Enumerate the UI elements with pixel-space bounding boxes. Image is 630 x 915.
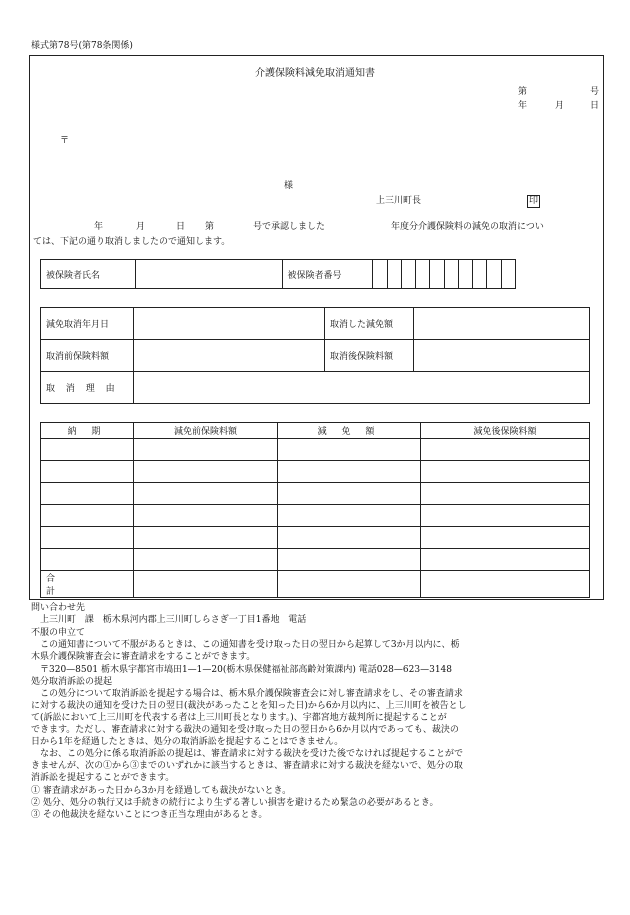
cell[interactable] (134, 527, 278, 549)
table-row (41, 505, 590, 527)
seal-mark: 印 (528, 196, 538, 206)
cell[interactable] (41, 439, 134, 461)
reason-label: 取 消 理 由 (41, 372, 134, 404)
addressee-suffix: 様 (284, 181, 294, 191)
cell[interactable] (278, 527, 421, 549)
table-row (41, 483, 590, 505)
cell[interactable] (41, 483, 134, 505)
lawsuit-line: なお、この処分に係る取消訴訟の提起は、審査請求に対する裁決を受けた後でなければ提起することがで (40, 749, 464, 759)
exception-item: ② 処分、処分の執行又は手続きの続行により生ずる著しい損害を避けるため緊急の必要があるとき。 (31, 798, 439, 808)
cell[interactable] (421, 527, 590, 549)
table-row (41, 549, 590, 571)
cell[interactable] (278, 505, 421, 527)
cell[interactable] (421, 505, 590, 527)
cell[interactable] (134, 439, 278, 461)
after-premium-field[interactable] (414, 340, 590, 372)
insured-number-digit[interactable] (473, 260, 487, 289)
table-row (41, 527, 590, 549)
cell[interactable] (134, 549, 278, 571)
cell[interactable] (134, 505, 278, 527)
header-premium-after: 減免後保険料額 (421, 423, 590, 439)
exception-item: ① 審査請求があった日から3か月を経過しても裁決がないとき。 (31, 786, 292, 796)
insured-number-digit[interactable] (416, 260, 430, 289)
appeal-line: この通知書について不服があるときは、この通知書を受け取った日の翌日から起算して3か月以内に、栃 (40, 640, 460, 650)
contact-heading: 問い合わせ先 (31, 603, 86, 613)
intro-day: 日 (176, 222, 186, 232)
form-number-label: 様式第78号(第78条関係) (31, 41, 133, 51)
intro-approved-text: 号で承認しました (253, 222, 326, 232)
lawsuit-line: きませんが、次の①から③までのいずれかに該当するときは、審査請求に対する裁決を経ないで、処分の取 (31, 761, 463, 771)
reason-field[interactable] (134, 372, 590, 404)
lawsuit-line: て(訴訟において上三川町を代表する者は上三川町長となります。)、宇都宮地方裁判所に提起することが (31, 713, 447, 723)
lawsuit-heading: 処分取消訴訟の提起 (31, 677, 113, 687)
cell[interactable] (134, 461, 278, 483)
cell[interactable] (278, 461, 421, 483)
insured-number-digit[interactable] (487, 260, 501, 289)
insured-number-digit[interactable] (387, 260, 401, 289)
total-reduction[interactable] (278, 571, 421, 598)
exception-item: ③ その他裁決を経ないことにつき正当な理由があるとき。 (31, 810, 268, 820)
before-premium-field[interactable] (134, 340, 325, 372)
insured-number-digit[interactable] (401, 260, 415, 289)
appeal-address: 〒320—8501 栃木県宇都宮市塙田1—1—20(栃木県保健福祉部高齢対策課内) 電話028—623—3148 (40, 665, 452, 675)
insured-number-digit[interactable] (373, 260, 387, 289)
header-due-date: 納 期 (41, 423, 134, 439)
cell[interactable] (41, 461, 134, 483)
cell[interactable] (278, 549, 421, 571)
cell[interactable] (278, 439, 421, 461)
intro-line-2: ては、下記の通り取消しましたので通知します。 (33, 237, 231, 247)
before-premium-label: 取消前保険料額 (41, 340, 134, 372)
issuer-name: 上三川町長 (376, 196, 422, 206)
insured-name-label: 被保険者氏名 (41, 260, 136, 289)
intro-month: 月 (136, 222, 146, 232)
cell[interactable] (421, 549, 590, 571)
insured-number-digit[interactable] (501, 260, 515, 289)
lawsuit-line: できます。ただし、審査請求に対する裁決の通知を受け取った日の翌日から6か月以内であっても、裁決の (31, 725, 459, 735)
header-reduction: 減 免 額 (278, 423, 421, 439)
insured-number-digit[interactable] (458, 260, 472, 289)
insured-table (40, 259, 516, 289)
lawsuit-line: この処分について取消訴訟を提起する場合は、栃木県介護保険審査会に対し審査請求をし、その審査請求 (40, 689, 463, 699)
cell[interactable] (278, 483, 421, 505)
cancelled-amount-field[interactable] (414, 308, 590, 340)
details-table (40, 307, 590, 404)
postal-mark: 〒 (60, 136, 70, 146)
contact-line: 上三川町 課 栃木県河内郡上三川町しらさぎ一丁目1番地 電話 (40, 615, 307, 625)
payment-table (40, 422, 590, 598)
issue-date-day: 日 (590, 101, 600, 111)
total-label: 合 計 (41, 571, 134, 598)
header-premium-before: 減免前保険料額 (134, 423, 278, 439)
insured-name-field[interactable] (135, 260, 282, 289)
table-row (41, 439, 590, 461)
insured-number-digit[interactable] (444, 260, 458, 289)
table-row (41, 461, 590, 483)
cell[interactable] (41, 549, 134, 571)
document-title: 介護保険料減免取消通知書 (255, 68, 375, 79)
issue-date-year: 年 (518, 101, 528, 111)
cell[interactable] (41, 527, 134, 549)
after-premium-label: 取消後保険料額 (325, 340, 414, 372)
cancel-date-label: 減免取消年月日 (41, 308, 134, 340)
total-premium-after[interactable] (421, 571, 590, 598)
cancelled-amount-label: 取消した減免額 (325, 308, 414, 340)
issue-date-month: 月 (555, 101, 565, 111)
lawsuit-line: 消訴訟を提起することができます。 (31, 773, 175, 783)
number-suffix: 号 (590, 87, 600, 97)
intro-number-label: 第 (205, 222, 215, 232)
lawsuit-line: 日から1年を経過したときは、処分の取消訴訟を提起することはできません。 (31, 737, 344, 747)
cell[interactable] (41, 505, 134, 527)
cell[interactable] (421, 439, 590, 461)
cancel-date-field[interactable] (134, 308, 325, 340)
cell[interactable] (421, 461, 590, 483)
appeal-line: 木県介護保険審査会に審査請求をすることができます。 (31, 652, 256, 662)
insured-number-label: 被保険者番号 (282, 260, 373, 289)
cell[interactable] (134, 483, 278, 505)
intro-year: 年 (94, 222, 104, 232)
total-premium-before[interactable] (134, 571, 278, 598)
cell[interactable] (421, 483, 590, 505)
insured-number-digit[interactable] (430, 260, 444, 289)
intro-fiscal-year-text: 年度分介護保険料の減免の取消につい (391, 222, 544, 232)
lawsuit-line: に対する裁決の通知を受けた日の翌日(裁決があったことを知った日)から6か月以内に、上三川町を被告とし (31, 701, 467, 711)
appeal-heading: 不服の申立て (31, 628, 86, 638)
number-label: 第 (518, 87, 528, 97)
